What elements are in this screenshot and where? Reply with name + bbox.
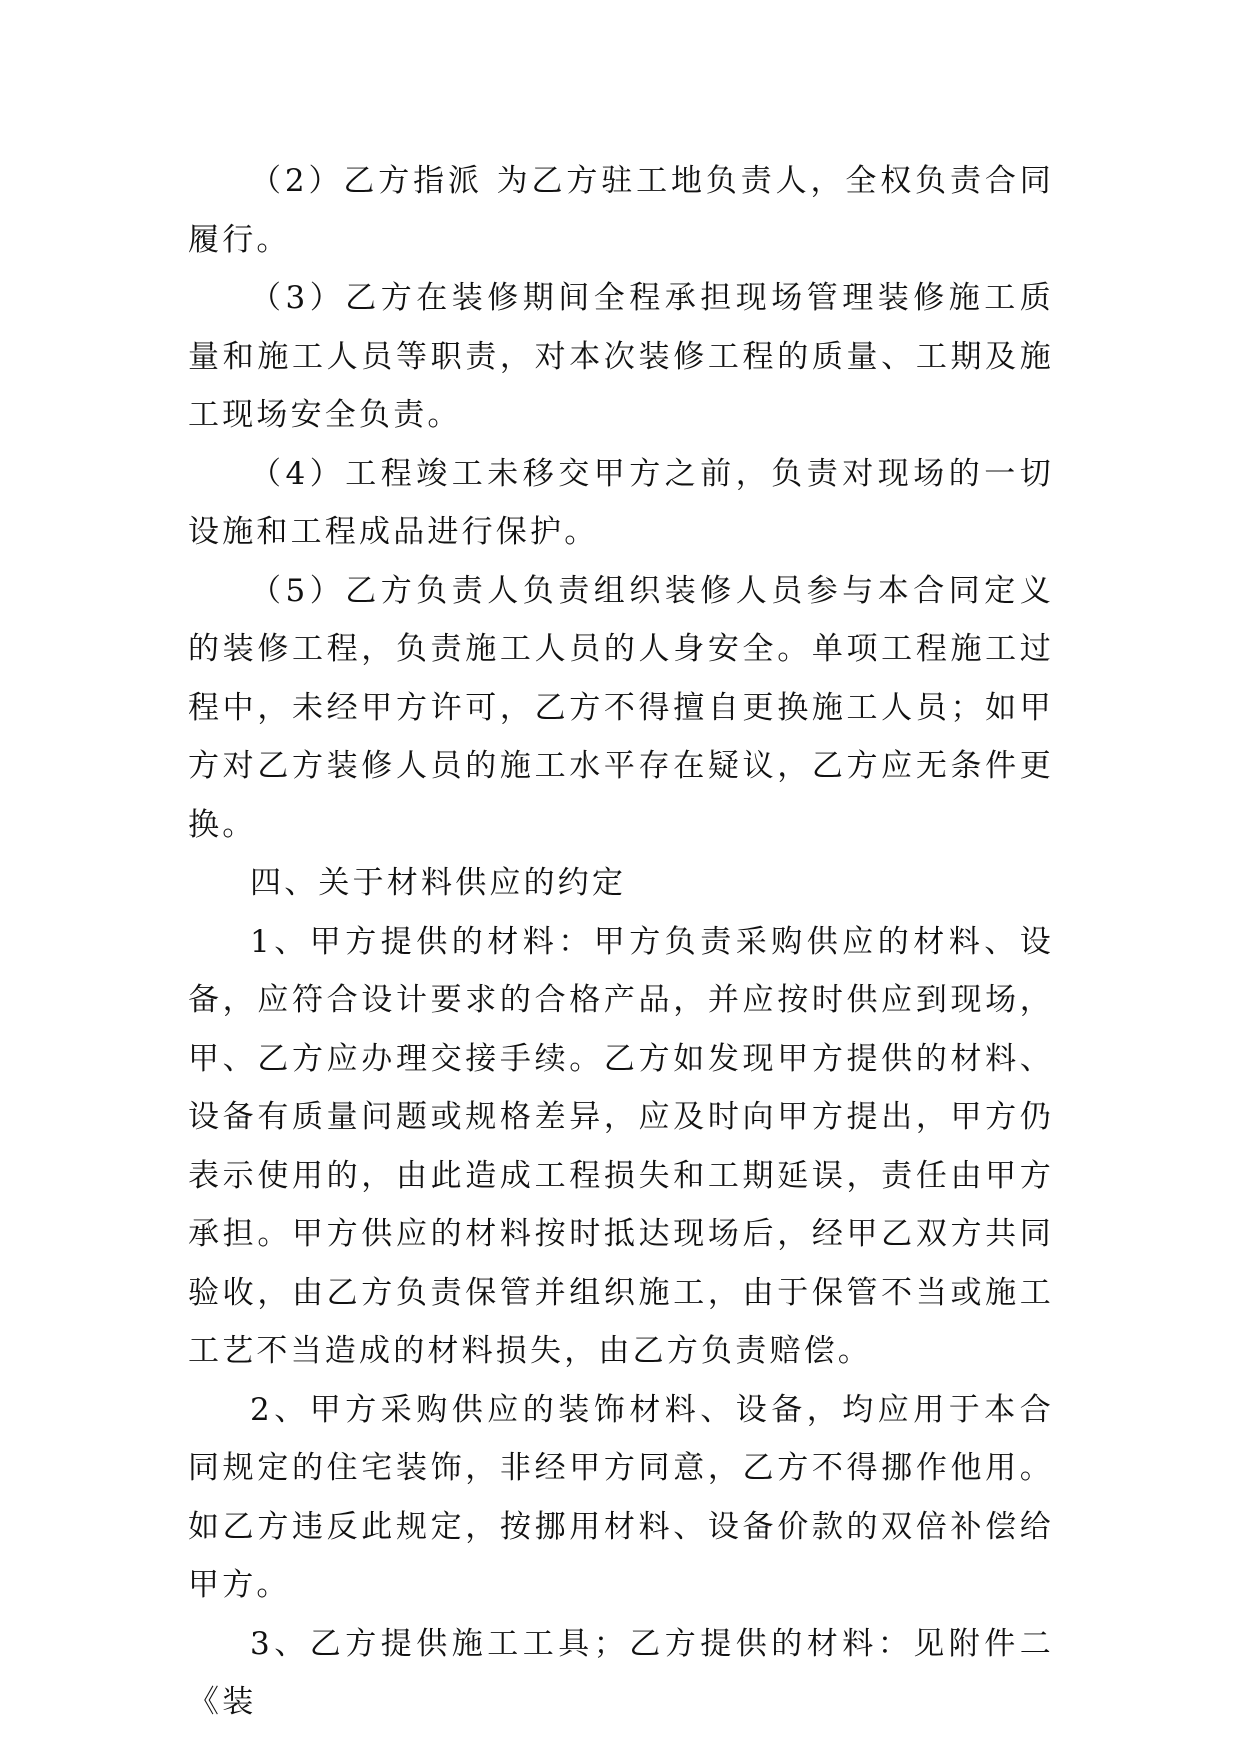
clause-3-site-management: （3）乙方在装修期间全程承担现场管理装修施工质量和施工人员等职责，对本次装修工程的质量、工期及施工现场安全负责。 xyxy=(188,280,1054,433)
clause-5-personnel: （5）乙方负责人负责组织装修人员参与本合同定义的装修工程，负责施工人员的人身安全。单项工程施工过程中，未经甲方许可，乙方不得擅自更换施工人员；如甲方对乙方装修人员的施工水平存在疑议，乙方应无条件更换。 xyxy=(188,572,1054,843)
materials-item-3: 3、乙方提供施工工具；乙方提供的材料：见附件二《装 xyxy=(188,1625,1054,1720)
clause-4-protection: （4）工程竣工未移交甲方之前，负责对现场的一切设施和工程成品进行保护。 xyxy=(188,455,1054,550)
document-body xyxy=(188,152,1054,1732)
section-heading-materials: 四、关于材料供应的约定 xyxy=(250,865,627,901)
clause-2-site-manager: （2）乙方指派 为乙方驻工地负责人，全权负责合同履行。 xyxy=(188,163,1054,258)
materials-item-2: 2、甲方采购供应的装饰材料、设备，均应用于本合同规定的住宅装饰，非经甲方同意，乙方不得挪作他用。如乙方违反此规定，按挪用材料、设备价款的双倍补偿给甲方。 xyxy=(188,1391,1054,1603)
materials-item-1: 1、甲方提供的材料：甲方负责采购供应的材料、设备，应符合设计要求的合格产品，并应按时供应到现场，甲、乙方应办理交接手续。乙方如发现甲方提供的材料、设备有质量问题或规格差异，应及时向甲方提出，甲方仍表示使用的，由此造成工程损失和工期延误，责任由甲方承担。甲方供应的材料按时抵达现场后，经甲乙双方共同验收，由乙方负责保管并组织施工，由于保管不当或施工工艺不当造成的材料损失，由乙方负责赔偿。 xyxy=(188,923,1054,1369)
